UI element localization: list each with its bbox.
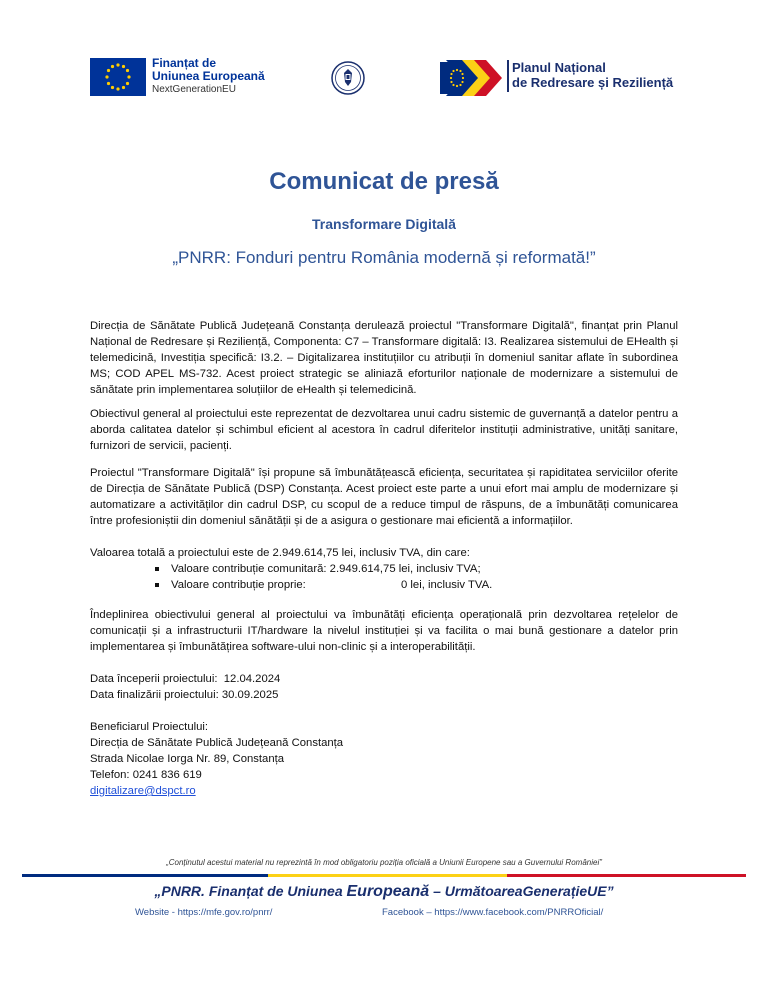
bullet-square-icon (155, 567, 159, 571)
tricolor-stripe (22, 874, 746, 877)
paragraph-outcome: Îndeplinirea obiectivului general al proiectului va îmbunătăți eficiența operațională prin dezvoltarea rețelelor de comunicații și a infrastructurii IT/hardware la nivelul instituției și va facilita o mai bună gestionare a datelor prin implementarea și îmbunătățirea software-ului non-clinic și a interoperabilității. (90, 609, 678, 653)
eu-flag-logo (90, 58, 146, 96)
pnrr-line-1: Planul Național (512, 60, 606, 75)
paragraph-total-value: Valoarea totală a proiectului este de 2.949.614,75 lei, inclusiv TVA, din care: (90, 547, 470, 559)
bullet-label: Valoare contribuție comunitară: 2.949.614,75 lei, inclusiv TVA; (171, 563, 481, 575)
pnrr-line-2: de Redresare și Reziliență (512, 75, 674, 90)
pnrr-logo (440, 58, 504, 98)
page-title: Comunicat de presă (269, 168, 499, 195)
campaign-slogan: „PNRR: Fonduri pentru România modernă și reformată!” (172, 248, 596, 267)
beneficiary-address: Strada Nicolae Iorga Nr. 89, Constanța (90, 753, 285, 765)
eu-line-2: Uniunea Europeană (152, 69, 265, 83)
bullet-value: 0 lei, inclusiv TVA. (401, 579, 493, 591)
footer-slogan-part3: – UrmătoareaGenerațieUE” (429, 883, 614, 899)
value-breakdown-list (155, 561, 492, 593)
beneficiary-name: Direcția de Sănătate Publică Județeană Constanța (90, 737, 344, 749)
project-dates (90, 671, 678, 703)
page-subtitle: Transformare Digitală (312, 216, 456, 232)
eu-funding-label (152, 57, 265, 96)
footer-links (135, 907, 604, 918)
bullet-square-icon (155, 583, 159, 587)
eu-line-1: Finanțat de (152, 56, 217, 70)
footer-slogan-part2: Europeană (346, 883, 430, 900)
paragraph-project-intro: Direcția de Sănătate Publică Județeană Constanța derulează proiectul "Transformare Digitală", finanțat prin Planul Național de Redresare și Reziliență, Componenta: C7 – Transformare digitală: I3. Realizarea sistemului de EHealth și telemedicină, Investiția specifică: I3.2. – Digitalizarea instituțiilor cu atribuții în domeniul sanitar aflate în subordinea MS; COD APEL MS-732. Acest proiect strategic se aliniază eforturilor naționale de modernizare a sistemului de sănătate prin implementarea soluțiilor de eHealth și telemedicină. (90, 320, 678, 396)
bullet-label: Valoare contribuție proprie: (171, 579, 306, 591)
beneficiary-email-link[interactable]: digitalizare@dspct.ro (90, 785, 196, 797)
footer-disclaimer: „Conținutul acestui material nu reprezintă în mod obligatoriu poziția oficială a Uniunii Europene sau a Guvernului României” (166, 858, 602, 867)
website-link[interactable]: Website - https://mfe.gov.ro/pnrr/ (135, 907, 273, 918)
pnrr-label (512, 60, 673, 90)
paragraph-general-objective: Obiectivul general al proiectului este reprezentat de dezvoltarea unui cadru sistemic de guvernanță a datelor pentru a aborda calitatea datelor și schimbul eficient al acestora în cadrul diferitelor instituții administrative, unități sanitare, furnizori de servicii, pacienți. (90, 408, 678, 452)
beneficiary-phone: Telefon: 0241 836 619 (90, 769, 202, 781)
paragraph-project-description: Proiectul "Transformare Digitală" își propune să îmbunătățească eficiența, securitatea și rapiditatea serviciilor oferite de Direcția de Sănătate Publică (DSP) Constanța. Acest proiect este parte a unui efort mai amplu de modernizare și automatizare a activităților din cadrul DSP, cu scopul de a reduce timpul de răspuns, de a îmbunătăți comunicarea între profesioniștii din domeniul sănătății și de a asigura o gestionare mai eficientă a informațiilor. (90, 467, 678, 527)
footer-slogan (0, 883, 768, 901)
start-date: Data începerii proiectului: 12.04.2024 (90, 673, 281, 685)
footer-slogan-part1: „PNRR. Finanțat de Uniunea (154, 883, 347, 899)
beneficiary-heading: Beneficiarul Proiectului: (90, 721, 209, 733)
list-item (155, 577, 492, 593)
end-date: Data finalizării proiectului: 30.09.2025 (90, 689, 279, 701)
eu-line-3: NextGenerationEU (152, 84, 236, 95)
romanian-government-logo (330, 58, 366, 98)
pnrr-divider (507, 60, 509, 92)
list-item (155, 561, 492, 577)
facebook-link[interactable]: Facebook – https://www.facebook.com/PNRROficial/ (382, 907, 604, 918)
beneficiary-block (90, 719, 678, 799)
